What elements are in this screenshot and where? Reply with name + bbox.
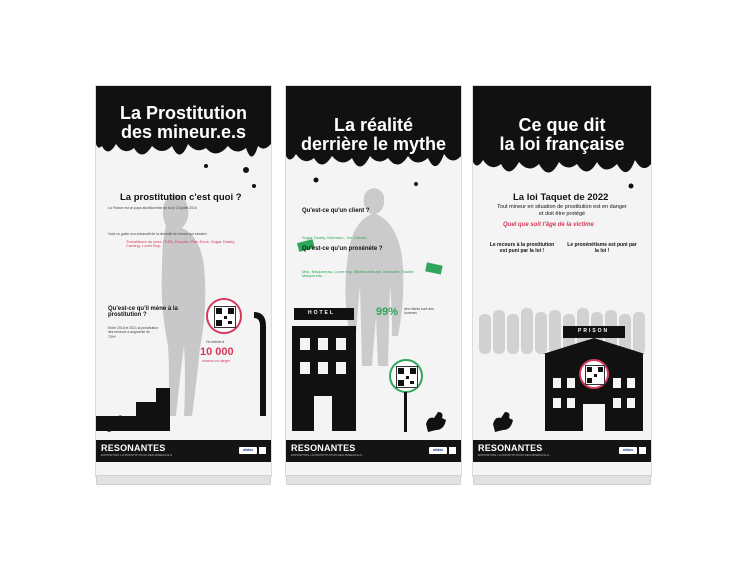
forms-list: Travailleurs du sexe (TdS), Escorts, Plan Sous, Sugar Daddy, Caming, Lover Boy... <box>126 239 236 249</box>
banner-footer <box>286 440 461 462</box>
banner-title: La réalité derrière le mythe <box>300 115 447 154</box>
col1-heading: Le recours à la prostitution est puni par la loi ! <box>489 242 555 254</box>
partner-icon <box>639 447 646 454</box>
big-number-label: mineurs en danger <box>202 359 231 363</box>
logo: RESONANTES <box>478 443 543 453</box>
section-heading: La prostitution c'est quoi ? <box>120 192 242 203</box>
dog-silhouette <box>426 412 446 432</box>
banner-1-graphics <box>96 86 271 476</box>
partner-logo: alidos <box>429 447 447 454</box>
footer-subtitle: EXPOSITION LA PROSTITUTION DES MINEUR.E.S <box>101 453 173 457</box>
section-heading-2: Qu'est-ce qu'il mène à la prostitution ? <box>108 306 178 318</box>
stat-pct-label: des clients sont des hommes <box>404 307 434 316</box>
banner-title: La Prostitution des mineur.e.s <box>120 103 247 142</box>
partner-icon <box>449 447 456 454</box>
banner-stand <box>96 475 271 485</box>
banner-footer <box>96 440 271 462</box>
banner-title: Ce que dit la loi française <box>499 115 625 154</box>
qr-code[interactable] <box>396 366 418 388</box>
section-heading-2: Qu'est-ce qu'un proxénète ? <box>302 246 383 252</box>
footer-subtitle: EXPOSITION LA PROSTITUTION DES MINEUR.E.S <box>291 453 363 457</box>
partner-logo: alidos <box>619 447 637 454</box>
logo: RESONANTES <box>101 443 166 453</box>
big-number: 10 000 <box>200 346 234 358</box>
big-number-prefix: On estime à <box>206 340 225 344</box>
banner-footer <box>473 440 651 462</box>
clients-list: Sugar Daddy, Micheton, Jon, Michel... <box>302 235 370 240</box>
pimps-list: Mac, Maquereau, Lover boy, Michetonneuse, Accroche, Taulier, Maquereau... <box>302 269 415 279</box>
hotel-sign: HOTEL <box>308 310 335 316</box>
col2-heading: Le proxénétisme est puni par la loi ! <box>567 242 637 254</box>
partner-logo: alidos <box>239 447 257 454</box>
banner-loi-francaise <box>472 85 652 477</box>
stat-line: Entre 2016 et 2021 la prostitution des mineurs a augmenté de 70%* <box>108 326 158 339</box>
lamp-post <box>254 312 266 416</box>
section-heading: La loi Taquet de 2022 <box>513 192 609 203</box>
law-line: La France est un pays abolitionniste de la loi 13 juillet 2016 <box>108 206 197 210</box>
stat-pct: 99% <box>376 306 399 318</box>
dog-silhouette <box>493 412 513 432</box>
banner-prostitution-mineurs <box>95 85 272 477</box>
victim-line: Quel que soit l'âge de la victime <box>503 222 594 228</box>
banner-stand <box>473 475 651 485</box>
list-intro: Voici un guide non-exhaustif de la diversité de formes qui existent : <box>108 232 209 236</box>
law-subtitle: Tout mineur en situation de prostitution est en danger et doit être protégé <box>497 204 627 217</box>
partner-icon <box>259 447 266 454</box>
section-heading: Qu'est-ce qu'un client ? <box>302 208 370 214</box>
qr-code[interactable] <box>214 306 236 328</box>
logo: RESONANTES <box>291 443 356 453</box>
banner-realite-mythe <box>285 85 462 477</box>
prison-sign: PRISON <box>578 328 610 334</box>
money-icon-2 <box>425 262 443 274</box>
footer-subtitle: EXPOSITION LA PROSTITUTION DES MINEUR.E.S <box>478 453 550 457</box>
banner-stand <box>286 475 461 485</box>
qr-code[interactable] <box>585 365 605 385</box>
